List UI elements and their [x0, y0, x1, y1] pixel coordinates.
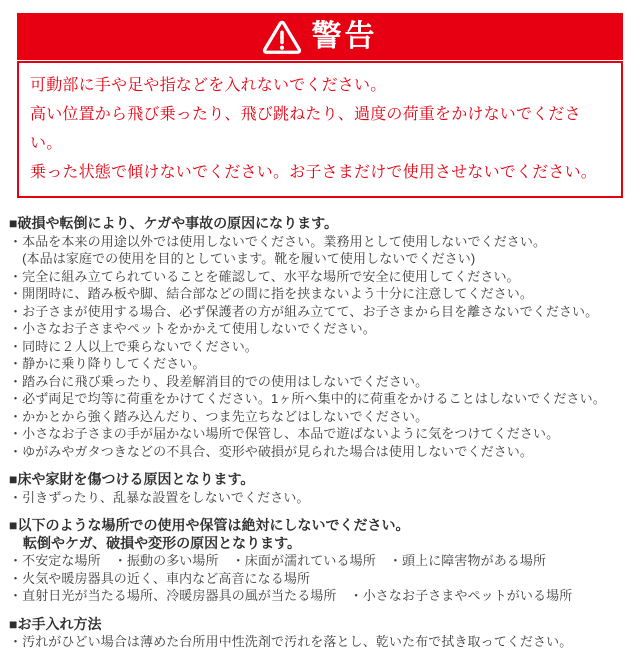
warning-body [0, 198, 640, 651]
section-heading: ■お手入れ方法 [9, 615, 102, 632]
warning-item: ・不安定な場所 ・振動の多い場所 ・床面が濡れている場所 ・頭上に障害物がある場所 [9, 553, 547, 568]
warning-item: ・ゆがみやガタつきなどの不具合、変形や破損が見られた場合は使用しないでください。 [9, 443, 534, 459]
primary-warning-box [17, 61, 623, 198]
warning-section [9, 517, 634, 605]
warning-item: ・必ず両足で均等に荷重をかけてください。1ヶ所へ集中的に荷重をかけることはしないでください。 [9, 391, 606, 406]
warning-item: ・お子さまが使用する場合、必ず保護者の方が組み立てて、お子さまから目を離さないでください。 [9, 303, 599, 319]
warning-item: ・静かに乗り降りしてください。 [9, 356, 206, 371]
warning-item: ・汚れがひどい場合は薄めた台所用中性洗剤で汚れを落とし、乾いた布で拭き取ってください。 [9, 634, 573, 649]
warning-section [9, 215, 634, 460]
warning-item: ・小さなお子さまの手が届かない場所で保管し、本品で遊ばないように気をつけてください。 [9, 426, 560, 441]
warning-triangle-icon [263, 20, 301, 54]
warning-line: 乗った状態で傾けないでください。お子さまだけで使用させないでください。 [30, 164, 598, 181]
warning-item: ・踏み台に飛び乗ったり、段差解消目的での使用はしないでください。 [9, 373, 429, 389]
warning-banner [17, 13, 623, 60]
section-heading: ■破損や転倒により、ケガや事故の原因になります。 [9, 215, 339, 231]
warning-item: ・引きずったり、乱暴な設置をしないでください。 [9, 489, 310, 505]
warning-item: ・直射日光が当たる場所、冷暖房器具の風が当たる場所 ・小さなお子さまやペットがいる場所 [9, 588, 573, 603]
warning-item: ・開閉時に、踏み板や脚、結合部などの間に指を挟まないよう十分に注意してください。 [9, 286, 534, 301]
warning-line: 可動部に手や足や指などを入れないでください。 [30, 77, 387, 94]
warning-item: ・同時に２人以上で乗らないでください。 [9, 338, 258, 354]
section-heading: ■以下のような場所での使用や保管は絶対にしないでください。 [9, 517, 410, 533]
warning-item: (本品は家庭での使用を目的としています。靴を履いて使用しないでください) [9, 251, 476, 266]
warning-section [9, 616, 634, 651]
section-heading: ■床や家財を傷つける原因となります。 [9, 471, 255, 487]
section-heading: 転倒やケガ、破損や変形の原因となります。 [9, 534, 302, 551]
warning-item: ・本品を本来の用途以外では使用しないでください。業務用として使用しないでください。 [9, 233, 547, 249]
warning-item: ・火気や暖房器具の近く、車内など高音になる場所 [9, 570, 311, 586]
warning-item: ・小さなお子さまやペットをかかえて使用しないでください。 [9, 321, 376, 336]
warning-item: ・かかとから強く踏み込んだり、つま先立ちなどはしないでください。 [9, 408, 429, 424]
warning-section [9, 471, 634, 506]
warning-notice-page [0, 13, 640, 653]
warning-item: ・完全に組み立てられていることを確認して、水平な場所で安全に使用してください。 [9, 268, 520, 284]
warning-banner-title: 警告 [311, 20, 378, 53]
warning-line: 高い位置から飛び乗ったり、飛び跳ねたり、過度の荷重をかけないでください。 [30, 106, 581, 152]
